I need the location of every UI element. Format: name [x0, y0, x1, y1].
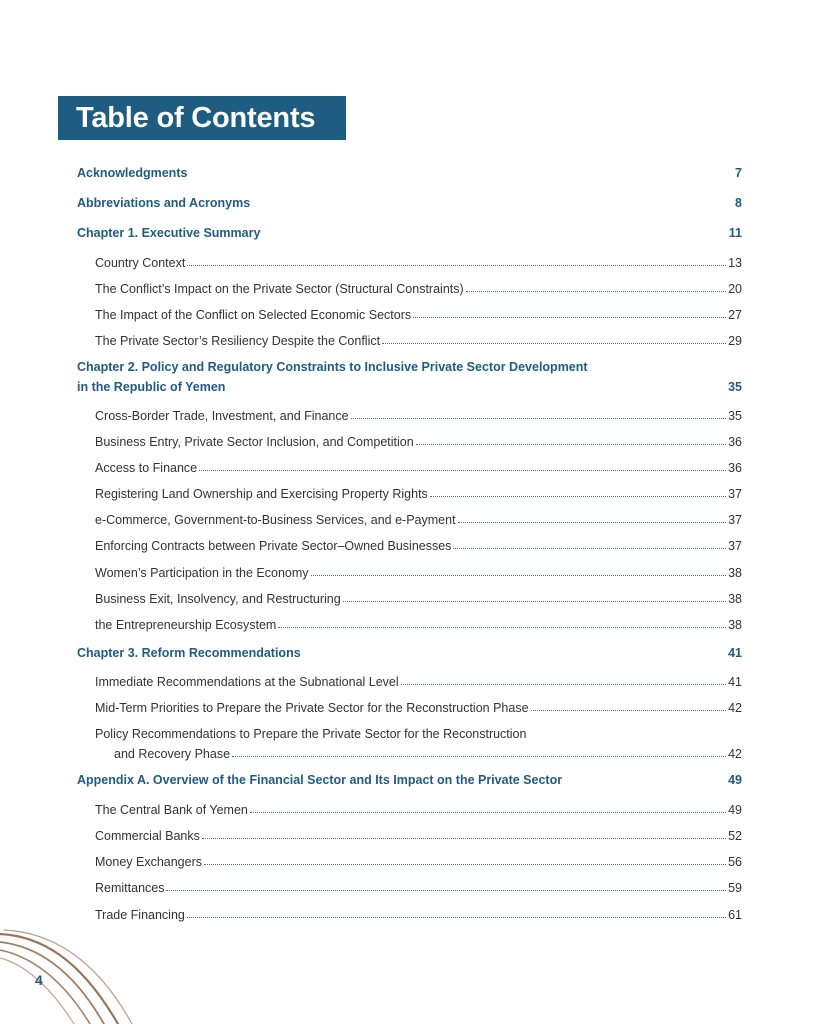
- page-number: 4: [35, 972, 43, 988]
- toc-entry-page: 7: [735, 166, 742, 180]
- dot-leader: [401, 684, 726, 685]
- toc-subentry[interactable]: [95, 829, 742, 843]
- toc-entry-title: Remittances: [95, 881, 165, 895]
- dot-leader: [250, 812, 726, 813]
- toc-entry-page: 38: [728, 618, 742, 632]
- toc-subentry[interactable]: [95, 282, 742, 296]
- toc-entry-page: 42: [728, 701, 742, 715]
- toc-entry-title: Registering Land Ownership and Exercising Property Rights: [95, 487, 428, 501]
- dot-leader: [311, 575, 727, 576]
- toc-entry-title: Country Context: [95, 256, 186, 270]
- toc-entry-page: 36: [728, 461, 742, 475]
- toc-subentry[interactable]: [95, 487, 742, 501]
- toc-subentry[interactable]: [95, 435, 742, 449]
- toc-entry-title: Mid-Term Priorities to Prepare the Private Sector for the Reconstruction Phase: [95, 701, 529, 715]
- toc-entry-page: 36: [728, 435, 742, 449]
- toc-entry-page: 37: [728, 513, 742, 527]
- toc-entry-page: 49: [728, 803, 742, 817]
- page-title: Table of Contents: [58, 96, 346, 140]
- toc-entry-page: 41: [728, 675, 742, 689]
- dot-leader: [278, 627, 726, 628]
- toc-subentry[interactable]: [114, 747, 742, 761]
- toc-entry-page: 27: [728, 308, 742, 322]
- toc-entry-chapter-1[interactable]: [77, 226, 742, 240]
- toc-subentry[interactable]: [95, 675, 742, 689]
- toc-subentry[interactable]: [95, 855, 742, 869]
- toc-entry-page: 20: [728, 282, 742, 296]
- dot-leader: [166, 890, 726, 891]
- toc-entry-title: the Entrepreneurship Ecosystem: [95, 618, 277, 632]
- toc-subentry[interactable]: [95, 908, 742, 922]
- toc-entry-title: Cross-Border Trade, Investment, and Finance: [95, 409, 349, 423]
- dot-leader: [199, 470, 726, 471]
- decorative-swirl-icon: [0, 928, 140, 1024]
- toc-entry-appendix-a[interactable]: [77, 773, 742, 787]
- toc-subentry[interactable]: [95, 701, 742, 715]
- toc-entry-title: Access to Finance: [95, 461, 198, 475]
- toc-entry-title: The Impact of the Conflict on Selected Economic Sectors: [95, 308, 412, 322]
- dot-leader: [382, 343, 726, 344]
- dot-leader: [204, 864, 726, 865]
- toc-entry-title: Acknowledgments: [77, 166, 188, 180]
- dot-leader: [531, 710, 727, 711]
- toc-entry-title: Immediate Recommendations at the Subnational Level: [95, 675, 399, 689]
- toc-subentry[interactable]: [95, 566, 742, 580]
- toc-subentry[interactable]: [95, 539, 742, 553]
- toc-entry-title: in the Republic of Yemen: [77, 380, 226, 394]
- toc-entry-page: 38: [728, 592, 742, 606]
- dot-leader: [413, 317, 726, 318]
- toc-entry-title: Chapter 3. Reform Recommendations: [77, 646, 301, 660]
- toc-subentry[interactable]: [95, 513, 742, 527]
- toc-subentry[interactable]: [95, 881, 742, 895]
- toc-entry-page: 8: [735, 196, 742, 210]
- toc-entry-page: 37: [728, 539, 742, 553]
- toc-entry-chapter-2[interactable]: [77, 380, 742, 394]
- toc-entry-page: 52: [728, 829, 742, 843]
- dot-leader: [466, 291, 726, 292]
- toc-entry-page: 56: [728, 855, 742, 869]
- toc-entry-page: 41: [728, 646, 742, 660]
- toc-entry-title: Chapter 1. Executive Summary: [77, 226, 261, 240]
- toc-entry-page: 37: [728, 487, 742, 501]
- toc-entry-title: Trade Financing: [95, 908, 185, 922]
- toc-entry-title: Women’s Participation in the Economy: [95, 566, 309, 580]
- toc-subentry[interactable]: [95, 592, 742, 606]
- toc-entry-title: and Recovery Phase: [114, 747, 231, 761]
- dot-leader: [232, 756, 726, 757]
- dot-leader: [187, 917, 726, 918]
- toc-entry-acknowledgments[interactable]: [77, 166, 742, 180]
- toc-subentry[interactable]: [95, 334, 742, 348]
- toc-entry-title: Commercial Banks: [95, 829, 200, 843]
- toc-entry-title: The Conflict’s Impact on the Private Sector (Structural Constraints): [95, 282, 464, 296]
- toc-entry-title: Business Entry, Private Sector Inclusion, and Competition: [95, 435, 414, 449]
- toc-entry-title: Abbreviations and Acronyms: [77, 196, 251, 210]
- toc-entry-page: 61: [728, 908, 742, 922]
- dot-leader: [430, 496, 726, 497]
- dot-leader: [187, 265, 726, 266]
- toc-entry-chapter-2-line1[interactable]: Chapter 2. Policy and Regulatory Constraints to Inclusive Private Sector Development: [77, 360, 588, 374]
- dot-leader: [202, 838, 726, 839]
- toc-entry-title: Business Exit, Insolvency, and Restructuring: [95, 592, 341, 606]
- toc-subentry[interactable]: [95, 803, 742, 817]
- toc-entry-abbreviations[interactable]: [77, 196, 742, 210]
- toc-entry-title: Appendix A. Overview of the Financial Sector and Its Impact on the Private Sector: [77, 773, 563, 787]
- toc-entry-title: e-Commerce, Government-to-Business Services, and e-Payment: [95, 513, 456, 527]
- toc-entry-title: Enforcing Contracts between Private Sector–Owned Businesses: [95, 539, 452, 553]
- dot-leader: [351, 418, 727, 419]
- toc-entry-page: 38: [728, 566, 742, 580]
- dot-leader: [453, 548, 726, 549]
- toc-entry-page: 49: [728, 773, 742, 787]
- toc-entry-page: 59: [728, 881, 742, 895]
- toc-entry-page: 11: [728, 226, 742, 240]
- toc-entry-title: The Central Bank of Yemen: [95, 803, 248, 817]
- toc-entry-page: 13: [728, 256, 742, 270]
- toc-subentry[interactable]: [95, 461, 742, 475]
- toc-subentry[interactable]: [95, 308, 742, 322]
- toc-entry-title: Money Exchangers: [95, 855, 203, 869]
- toc-entry-title: The Private Sector’s Resiliency Despite the Conflict: [95, 334, 381, 348]
- toc-subentry[interactable]: [95, 256, 742, 270]
- toc-subentry[interactable]: [95, 409, 742, 423]
- toc-subentry-line1[interactable]: Policy Recommendations to Prepare the Private Sector for the Reconstruction: [95, 727, 527, 741]
- toc-entry-page: 35: [728, 409, 742, 423]
- toc-entry-page: 29: [728, 334, 742, 348]
- toc-entry-chapter-3[interactable]: [77, 646, 742, 660]
- dot-leader: [458, 522, 727, 523]
- toc-entry-page: 42: [728, 747, 742, 761]
- dot-leader: [416, 444, 726, 445]
- toc-entry-page: 35: [728, 380, 742, 394]
- dot-leader: [343, 601, 726, 602]
- toc-subentry[interactable]: [95, 618, 742, 632]
